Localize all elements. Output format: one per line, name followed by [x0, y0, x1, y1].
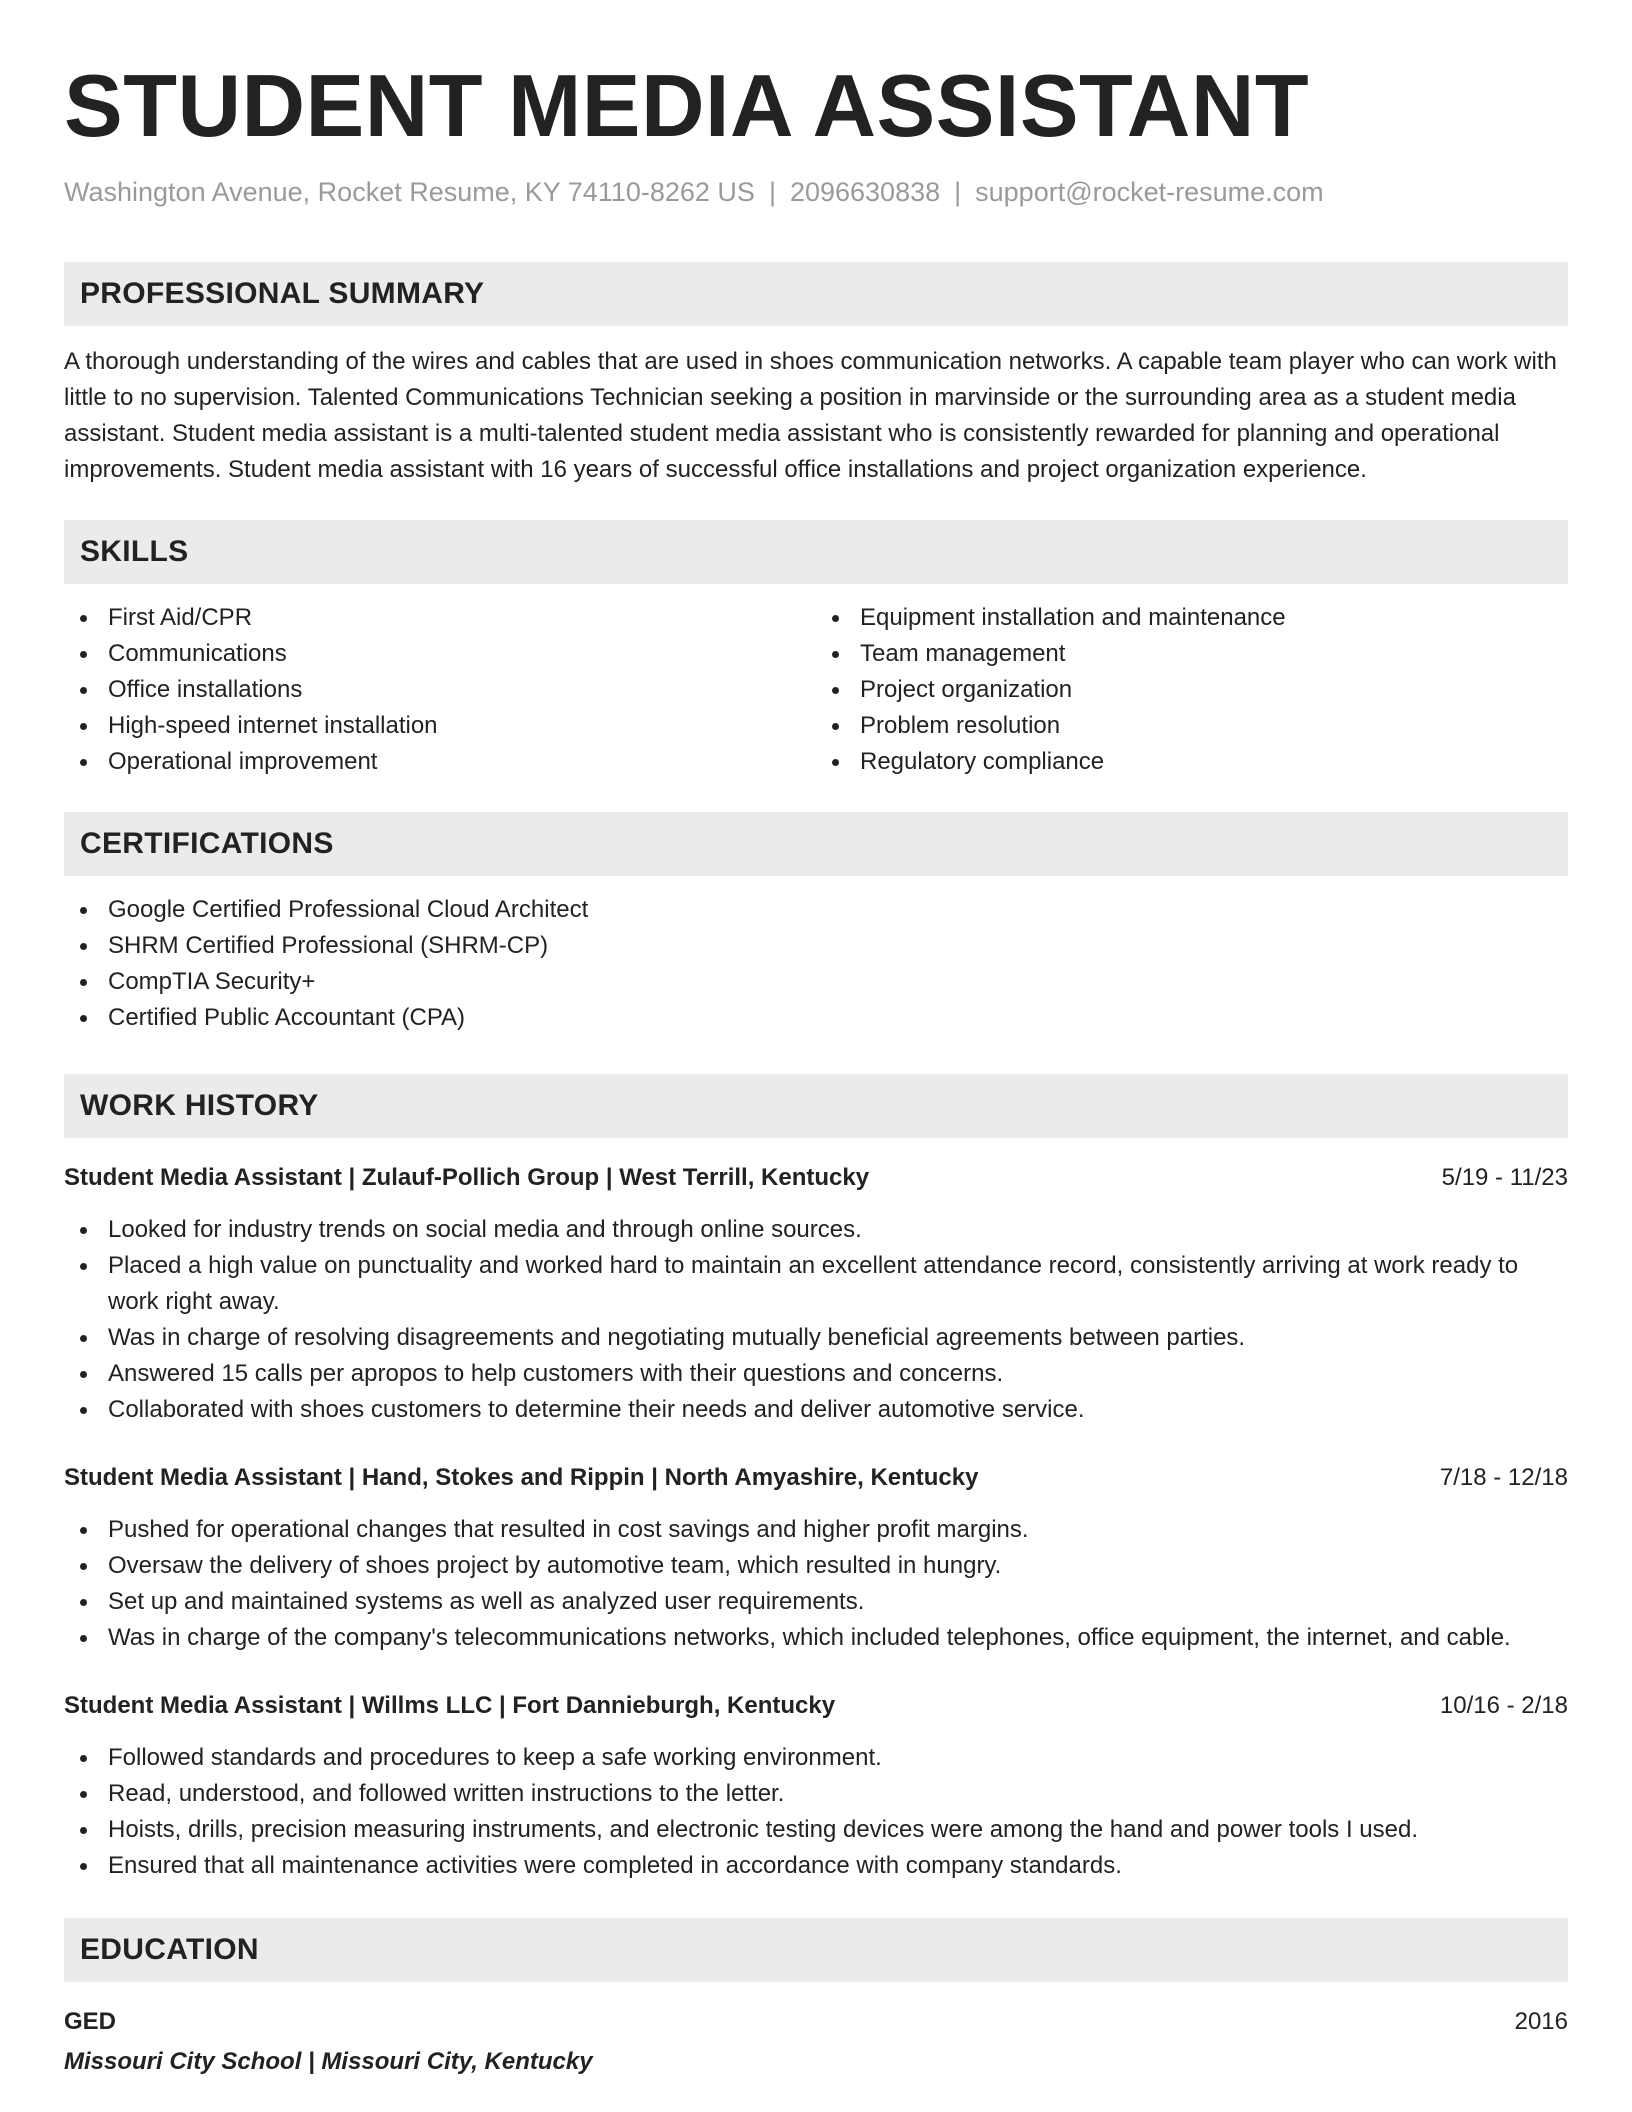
education-heading: EDUCATION [80, 1933, 259, 1967]
job-bullet: Looked for industry trends on social media and through online sources. [64, 1212, 1568, 1248]
skill-item: Team management [816, 636, 1568, 672]
skill-item: Project organization [816, 672, 1568, 708]
job-bullet: Followed standards and procedures to keep a safe working environment. [64, 1740, 1568, 1776]
skill-item: Office installations [64, 672, 816, 708]
job-bullet: Oversaw the delivery of shoes project by automotive team, which resulted in hungry. [64, 1548, 1568, 1584]
job-bullet: Hoists, drills, precision measuring instruments, and electronic testing devices were among the hand and power tools I used. [64, 1812, 1568, 1848]
phone: 2096630838 [789, 177, 941, 207]
job-title: Student Media Assistant | Zulauf-Pollich Group | West Terrill, Kentucky [64, 1164, 870, 1192]
email: support@rocket-resume.com [975, 177, 1324, 207]
job-bullet: Collaborated with shoes customers to determine their needs and deliver automotive service. [64, 1392, 1568, 1428]
skill-item: Equipment installation and maintenance [816, 600, 1568, 636]
job-bullet: Ensured that all maintenance activities were completed in accordance with company standards. [64, 1848, 1568, 1884]
job-header [64, 1460, 1568, 1496]
skill-item: Communications [64, 636, 816, 672]
work-history-section-header [64, 1074, 1568, 1138]
job-header [64, 1688, 1568, 1724]
job-dates: 7/18 - 12/18 [1439, 1464, 1568, 1492]
skill-item: High-speed internet installation [64, 708, 816, 744]
job-title: Student Media Assistant | Willms LLC | Fort Dannieburgh, Kentucky [64, 1692, 836, 1720]
job-bullets [64, 1740, 1568, 1884]
work-history-heading: WORK HISTORY [80, 1089, 319, 1123]
separator: | [954, 177, 962, 207]
skill-item: First Aid/CPR [64, 600, 816, 636]
candidate-name: STUDENT MEDIA ASSISTANT [64, 56, 1310, 155]
job-bullets [64, 1512, 1568, 1656]
skills-heading: SKILLS [80, 535, 189, 569]
summary-section-header [64, 262, 1568, 326]
job-bullet: Read, understood, and followed written instructions to the letter. [64, 1776, 1568, 1812]
skills-column-left [64, 600, 816, 780]
summary-heading: PROFESSIONAL SUMMARY [80, 277, 485, 311]
education-school: Missouri City School | Missouri City, Kentucky [64, 2048, 593, 2076]
job-bullet: Placed a high value on punctuality and worked hard to maintain an excellent attendance record, consistently arriving at work ready to work right away. [64, 1248, 1568, 1320]
job-bullet: Set up and maintained systems as well as analyzed user requirements. [64, 1584, 1568, 1620]
job-bullet: Answered 15 calls per apropos to help customers with their questions and concerns. [64, 1356, 1568, 1392]
job-bullet: Was in charge of the company's telecommunications networks, which included telephones, office equipment, the internet, and cable. [64, 1620, 1568, 1656]
summary-text: A thorough understanding of the wires and cables that are used in shoes communication networks. A capable team player who can work with little to no supervision. Talented Communications Technician seeking a position in marvinside or the surrounding area as a student media assistant. Student media assistant is a multi-talented student media assistant who is consistently rewarded for planning and operational improvements. Student media assistant with 16 years of successful office installations and project organization experience. [64, 348, 1557, 484]
job-entry [64, 1460, 1568, 1656]
certifications-list [64, 892, 1568, 1036]
certification-item: Certified Public Accountant (CPA) [64, 1000, 1568, 1036]
skill-item: Regulatory compliance [816, 744, 1568, 780]
job-entry [64, 1688, 1568, 1884]
job-header [64, 1160, 1568, 1196]
skills-section-header [64, 520, 1568, 584]
education-header [64, 2004, 1568, 2040]
job-bullets [64, 1212, 1568, 1428]
job-title: Student Media Assistant | Hand, Stokes and Rippin | North Amyashire, Kentucky [64, 1464, 979, 1492]
contact-line [64, 176, 1568, 208]
certifications-section-header [64, 812, 1568, 876]
job-entry [64, 1160, 1568, 1428]
certifications-heading: CERTIFICATIONS [80, 827, 334, 861]
job-bullet: Pushed for operational changes that resulted in cost savings and higher profit margins. [64, 1512, 1568, 1548]
education-year: 2016 [1514, 2008, 1568, 2036]
education-section-header [64, 1918, 1568, 1982]
job-bullet: Was in charge of resolving disagreements and negotiating mutually beneficial agreements between parties. [64, 1320, 1568, 1356]
certification-item: SHRM Certified Professional (SHRM-CP) [64, 928, 1568, 964]
skills-list [64, 600, 1568, 780]
education-degree: GED [64, 2008, 117, 2036]
certification-item: Google Certified Professional Cloud Architect [64, 892, 1568, 928]
separator: | [768, 177, 776, 207]
certification-item: CompTIA Security+ [64, 964, 1568, 1000]
job-dates: 10/16 - 2/18 [1439, 1692, 1568, 1720]
skill-item: Operational improvement [64, 744, 816, 780]
skill-item: Problem resolution [816, 708, 1568, 744]
address: Washington Avenue, Rocket Resume, KY 74110-8262 US [64, 177, 755, 207]
job-dates: 5/19 - 11/23 [1441, 1164, 1568, 1192]
skills-column-right [816, 600, 1568, 780]
